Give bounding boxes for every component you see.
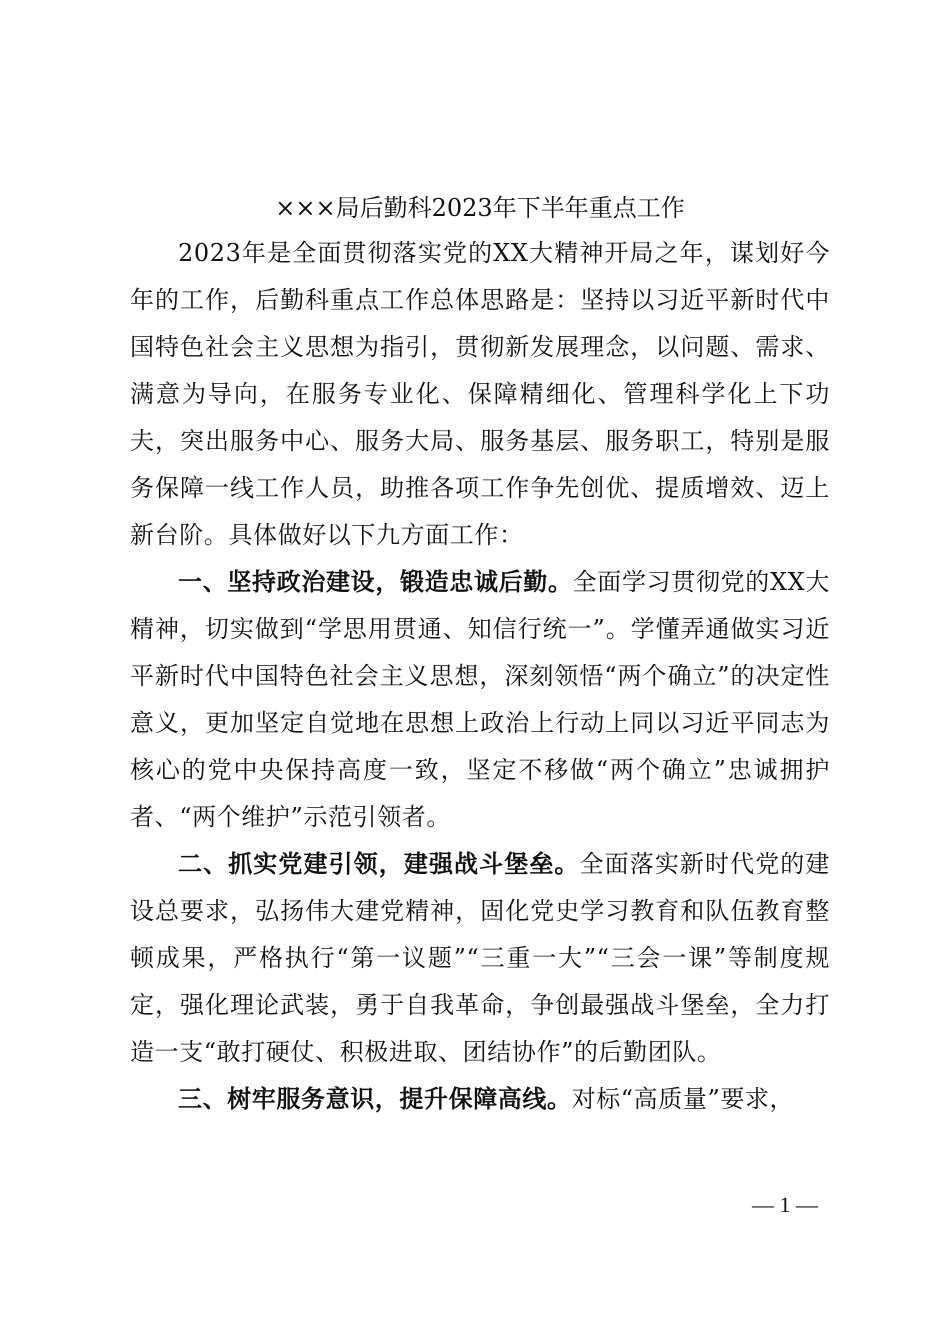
intro-paragraph: 2023年是全面贯彻落实党的XX大精神开局之年，谋划好今年的工作，后勤科重点工作总体思路是：坚持以习近平新时代中国特色社会主义思想为指引，贯彻新发展理念，以问题、需求、满意为导向，在服务专业化、保障精细化、管理科学化上下功夫，突出服务中心、服务大局、服务基层、服务职工，特别是服务保障一线工作人员，助推各项工作争先创优、提质增效、迈上新台阶。具体做好以下九方面工作： [130,239,830,549]
document-title: ×××局后勤科2023年下半年重点工作 [275,194,685,222]
section-1-heading: 一、坚持政治建设，锻造忠诚后勤。 [178,568,573,596]
section-3-body: 对标“高质量”要求， [571,1085,795,1113]
section-1-body: 全面学习贯彻党的XX大精神，切实做到“学思用贯通、知信行统一”。学懂弄通做实习近平新时代中国特色社会主义思想，深刻领悟“两个确立”的决定性意义，更加坚定自觉地在思想上政治上行动上同以习近平同志为核心的党中央保持高度一致，坚定不移做“两个确立”忠诚拥护者、“两个维护”示范引领者。 [130,568,830,831]
section-1-paragraph [130,559,830,841]
section-3-paragraph [130,1076,830,1123]
page-number: — 1 — [752,1192,818,1217]
section-2-body: 全面落实新时代党的建设总要求，弘扬伟大建党精神，固化党史学习教育和队伍教育整顿成果，严格执行“第一议题”“三重一大”“三会一课”等制度规定，强化理论武装，勇于自我革命，争创最强战斗堡垒，全力打造一支“敢打硬仗、积极进取、团结协作”的后勤团队。 [130,850,830,1066]
document-page [130,188,830,1123]
section-2-paragraph [130,841,830,1076]
section-2-heading: 二、抓实党建引领，建强战斗堡垒。 [178,850,580,878]
section-3-heading: 三、树牢服务意识，提升保障高线。 [178,1085,572,1113]
